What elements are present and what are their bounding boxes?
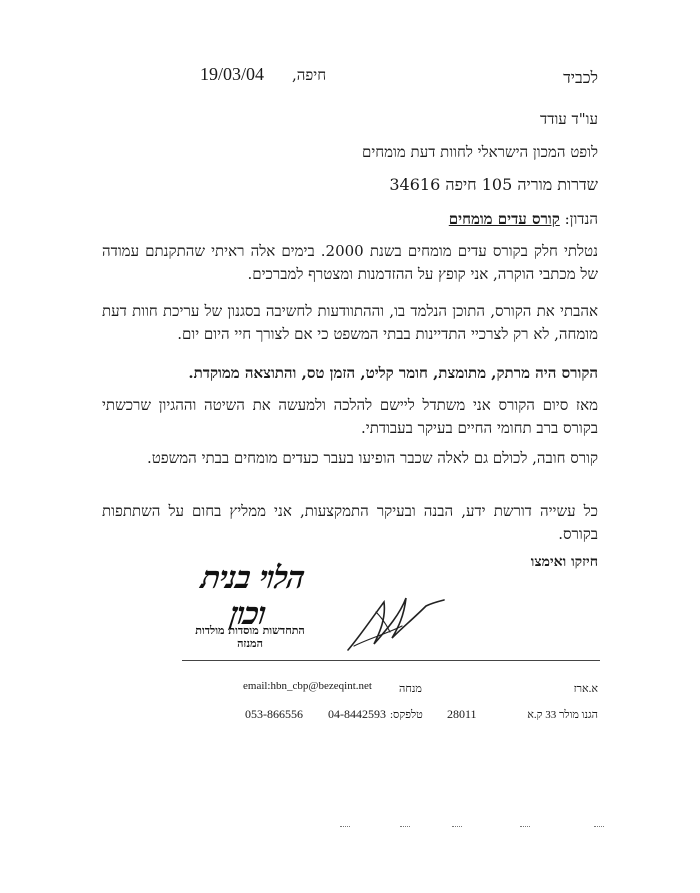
subject-line [449, 210, 598, 229]
scan-speck [520, 826, 530, 830]
subject-text: קורס עדים מומחים [448, 210, 560, 228]
body-paragraph-6: כל עשייה דורשת ידע, הבנה ובעיקר התמקצעות, אני ממליץ בחום על השתתפות בקורס. [102, 502, 598, 543]
letter-date: 19/03/04 [200, 64, 265, 84]
footer-phone-label: טלפקס: [390, 709, 423, 721]
seal-name: הלוי בנית וכון [198, 560, 307, 632]
body-paragraph-5: קורס חובה, לכולם גם לאלה שכבר הופיעו בעבר כעדים מומחים בבתי המשפט. [146, 449, 598, 467]
footer-street: הגנו מולר 33 ק.א [527, 709, 598, 721]
recipient-attorney: עו"ד עודד [540, 110, 598, 128]
scan-speck [400, 826, 410, 830]
scan-speck [594, 826, 604, 830]
handwritten-signature [340, 588, 450, 658]
body-paragraph-2: אהבתי את הקורס, התוכן הנלמד בו, וההתוודעות לחשיבה בסגנון של עריכת חוות דעת מומחה, לא רק לצרכיי התדיינות בבתי המשפט כי אם לצורך חיי היום יום. [102, 302, 598, 343]
closing-phrase: חיזקו ואימצו [530, 554, 598, 570]
footer-email: email:hbn_cbp@bezeqint.net [243, 680, 372, 692]
salutation: לכביד [563, 68, 598, 87]
subject-label: הנדון: [564, 210, 598, 228]
recipient-address: שדרות מוריה 105 חיפה 34616 [389, 175, 598, 194]
footer-divider [182, 660, 600, 661]
body-paragraph-4: מאז סיום הקורס אני משתדל ליישם להלכה ולמעשה את השיטה וההגיון שרכשתי בקורס ברב תחומי החיים בעיקר בעבודתי. [102, 396, 598, 437]
footer-name: א.ארז [573, 683, 598, 695]
scan-speck [452, 826, 462, 830]
footer-mobile: 053-866556 [245, 707, 303, 721]
company-seal [182, 560, 318, 650]
footer-phone: 04-8442593 [328, 707, 386, 721]
body-paragraph-1: נטלתי חלק בקורס עדים מומחים בשנת 2000. בימים אלה ראיתי שהתקנתם עמודה של מכתבי הוקרה, אני קופץ על ההזדמנות ומצטרף למברכים. [102, 242, 598, 283]
letter-city: חיפה, [292, 66, 327, 84]
seal-subtitle: התחדשות מוסדות מולדות המנזה [195, 624, 305, 650]
scan-speck [340, 826, 350, 830]
footer-zip: 28011 [447, 707, 477, 721]
body-paragraph-3: הקורס היה מרתק, מתומצת, חומר קליט, הזמן טס, והתוצאה ממוקדת. [188, 364, 598, 382]
footer-role: מנחה [399, 683, 422, 695]
recipient-organization: לופט המכון הישראלי לחוות דעת מומחים [362, 143, 598, 161]
